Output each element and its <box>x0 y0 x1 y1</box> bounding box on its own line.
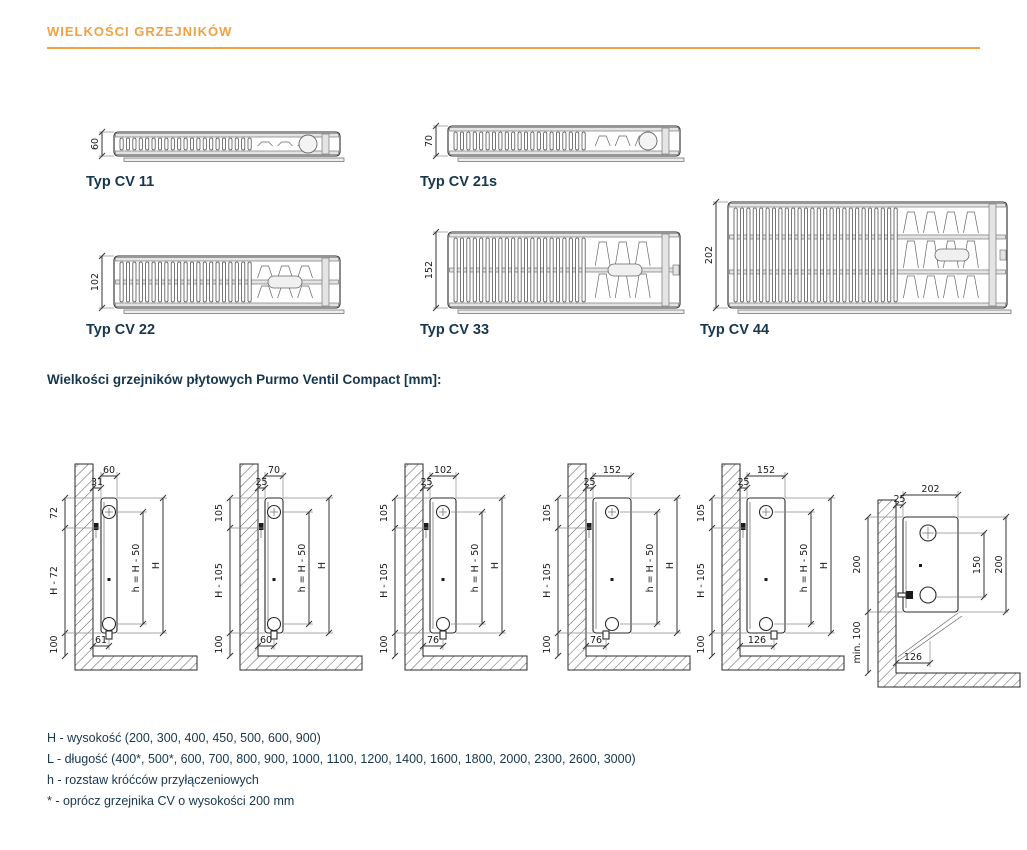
fins <box>120 262 251 302</box>
legend-line-asterisk: * - oprócz grzejnika CV o wysokości 200 mm <box>47 794 295 808</box>
connection-spacing-dimension: h = H - 50 <box>799 543 810 593</box>
top-rail <box>116 258 339 262</box>
bottom-rail <box>116 303 339 307</box>
valve-circle <box>437 618 450 631</box>
bottom-offset-dimension: 126 <box>747 635 767 646</box>
cross-section-cv44-low <box>848 445 1026 690</box>
bottom-plate <box>458 158 684 162</box>
wall-offset-dimension: 25 <box>583 477 596 488</box>
depth-dimension: 102 <box>90 272 101 292</box>
top-width-dimension: 102 <box>433 465 453 476</box>
fins <box>454 238 585 302</box>
connection-spacing-dimension: h = H - 50 <box>470 543 481 593</box>
fins <box>120 138 251 150</box>
cv11-label: Typ CV 11 <box>86 174 155 190</box>
cv22-topview-drawing <box>86 252 348 316</box>
drain-dot <box>442 578 445 581</box>
cross-section-cv44 <box>692 428 850 673</box>
wall-offset-dimension: 25 <box>420 477 433 488</box>
valve-circle <box>920 587 936 603</box>
bottom-offset-dimension: 60 <box>259 635 273 646</box>
wall-and-floor <box>405 464 527 670</box>
valve-body <box>906 591 913 599</box>
height-dimension: H <box>819 561 830 570</box>
connection-spacing-dimension: h = H - 50 <box>645 543 656 593</box>
cv11-cross-section-drawing <box>45 428 203 673</box>
legend <box>47 728 947 812</box>
left-height-dimension: 200 <box>852 555 863 574</box>
page-header <box>47 24 980 49</box>
left-top-dimension: 72 <box>49 506 60 520</box>
left-bottom-dimension: 100 <box>542 635 553 654</box>
cv22-cross-section-drawing <box>375 428 533 673</box>
bottom-offset-dimension: 76 <box>426 635 440 646</box>
cv44-low-cross-section-drawing <box>848 445 1026 690</box>
left-bottom-dimension: 100 <box>696 635 707 654</box>
valve-circle <box>760 618 773 631</box>
cv22-label: Typ CV 22 <box>86 322 156 338</box>
cross-section-cv11 <box>45 428 203 673</box>
grille-opening <box>935 249 969 261</box>
top-rail <box>450 128 679 132</box>
bottom-pipe <box>440 631 446 639</box>
left-bottom-dimension: 100 <box>379 635 390 654</box>
drain-dot <box>108 578 111 581</box>
depth-dimension: 60 <box>90 137 101 151</box>
wall-valve <box>259 523 264 530</box>
topview-cv22-figure <box>86 252 348 338</box>
cv11-topview-drawing <box>86 128 348 168</box>
cross-section-cv22 <box>375 428 533 673</box>
pipe-shroud <box>898 613 958 657</box>
grille-opening <box>268 276 302 288</box>
height-dimension: 200 <box>994 555 1005 574</box>
mid-rail <box>730 270 1006 274</box>
left-bottom-dimension: 100 <box>214 635 225 654</box>
drain-dot <box>273 578 276 581</box>
left-bottom-dimension: 100 <box>49 635 60 654</box>
left-mid-dimension: H - 72 <box>49 566 60 595</box>
cv33-topview-drawing <box>420 228 688 316</box>
bottom-rail <box>730 303 1006 307</box>
left-clearance-dimension: min. 100 <box>852 621 863 664</box>
left-mid-dimension: H - 105 <box>696 563 707 598</box>
bottom-rail <box>450 151 679 155</box>
cv44-topview-drawing <box>700 198 1015 316</box>
top-rail <box>730 204 1006 208</box>
left-top-dimension: 105 <box>542 503 553 523</box>
end-cap <box>322 258 329 306</box>
valve-circle <box>268 618 281 631</box>
wall-valve <box>94 523 99 530</box>
cross-section-cv21s <box>210 428 368 673</box>
connection-spacing-dimension: 150 <box>972 555 983 575</box>
grille-opening <box>608 264 642 276</box>
wall-offset-dimension: 25 <box>737 477 750 488</box>
cv44-cross-section-drawing <box>692 428 850 673</box>
bottom-plate <box>124 310 344 314</box>
cv33-cross-section-drawing <box>538 428 696 673</box>
end-cap <box>322 134 329 154</box>
side-tab <box>673 265 679 275</box>
top-rail <box>450 234 679 238</box>
connection-spacing-dimension: h = H - 50 <box>297 543 308 593</box>
end-cap <box>662 234 669 306</box>
drain-dot <box>611 578 614 581</box>
left-mid-dimension: H - 105 <box>214 563 225 598</box>
cv21s-label: Typ CV 21s <box>420 174 498 190</box>
bottom-pipe <box>771 631 777 639</box>
bottom-plate <box>124 158 344 162</box>
depth-dimension: 202 <box>704 245 715 265</box>
left-mid-dimension: H - 105 <box>379 563 390 598</box>
top-width-dimension: 152 <box>602 465 622 476</box>
bottom-offset-dimension: 61 <box>94 635 108 646</box>
page-title: WIELKOŚCI GRZEJNIKÓW <box>47 24 233 39</box>
legend-line-h-small: h - rozstaw króćców przyłączeniowych <box>47 773 259 787</box>
bottom-offset-dimension: 76 <box>589 635 603 646</box>
left-top-dimension: 105 <box>379 503 390 523</box>
bottom-pipe <box>603 631 609 639</box>
bottom-rail <box>450 303 679 307</box>
depth-dimension: 70 <box>424 134 435 148</box>
connection-spacing-dimension: h = H - 50 <box>131 543 142 593</box>
drain-dot <box>919 564 922 567</box>
left-top-dimension: 105 <box>696 503 707 523</box>
legend-line-h: H - wysokość (200, 300, 400, 450, 500, 600, 900) <box>47 731 321 745</box>
depth-dimension: 152 <box>424 260 435 280</box>
height-dimension: H <box>317 561 328 570</box>
top-width-dimension: 152 <box>756 465 776 476</box>
wall-offset-dimension: 31 <box>90 477 104 488</box>
height-dimension: H <box>665 561 676 570</box>
left-top-dimension: 105 <box>214 503 225 523</box>
top-width-dimension: 70 <box>267 465 281 476</box>
wall-offset-dimension: 25 <box>255 477 268 488</box>
cv21s-cross-section-drawing <box>210 428 368 673</box>
wall-valve <box>741 523 746 530</box>
wall-valve <box>424 523 429 530</box>
wall-offset-dimension: 25 <box>893 494 906 505</box>
height-dimension: H <box>151 561 162 570</box>
section-heading: Wielkości grzejników płytowych Purmo Ventil Compact [mm]: <box>47 372 442 387</box>
end-cap <box>662 128 669 154</box>
valve-circle <box>606 618 619 631</box>
fins <box>454 132 585 150</box>
mid-rail <box>730 235 1006 239</box>
end-cap <box>989 204 996 306</box>
topview-cv33-figure <box>420 228 688 338</box>
top-width-dimension: 202 <box>921 484 940 495</box>
cross-section-cv33 <box>538 428 696 673</box>
top-width-dimension: 60 <box>102 465 116 476</box>
topview-cv11-figure <box>86 128 348 190</box>
valve-circle <box>103 618 116 631</box>
cv44-label: Typ CV 44 <box>700 322 770 338</box>
bottom-plate <box>738 310 1011 314</box>
end-plug <box>299 135 317 153</box>
legend-line-l: L - długość (400*, 500*, 600, 700, 800, 900, 1000, 1100, 1200, 1400, 1600, 1800, 2000, 2300, 2600, 3000) <box>47 752 636 766</box>
drain-dot <box>765 578 768 581</box>
wall-valve <box>587 523 592 530</box>
left-mid-dimension: H - 105 <box>542 563 553 598</box>
cv21s-topview-drawing <box>420 122 688 168</box>
topview-cv44-figure <box>700 198 1015 338</box>
side-tab <box>1000 250 1006 260</box>
cv33-label: Typ CV 33 <box>420 322 490 338</box>
bottom-plate <box>458 310 684 314</box>
topview-cv21s-figure <box>420 122 688 190</box>
end-plug <box>639 132 657 150</box>
bottom-offset-dimension: 126 <box>903 652 923 663</box>
height-dimension: H <box>490 561 501 570</box>
